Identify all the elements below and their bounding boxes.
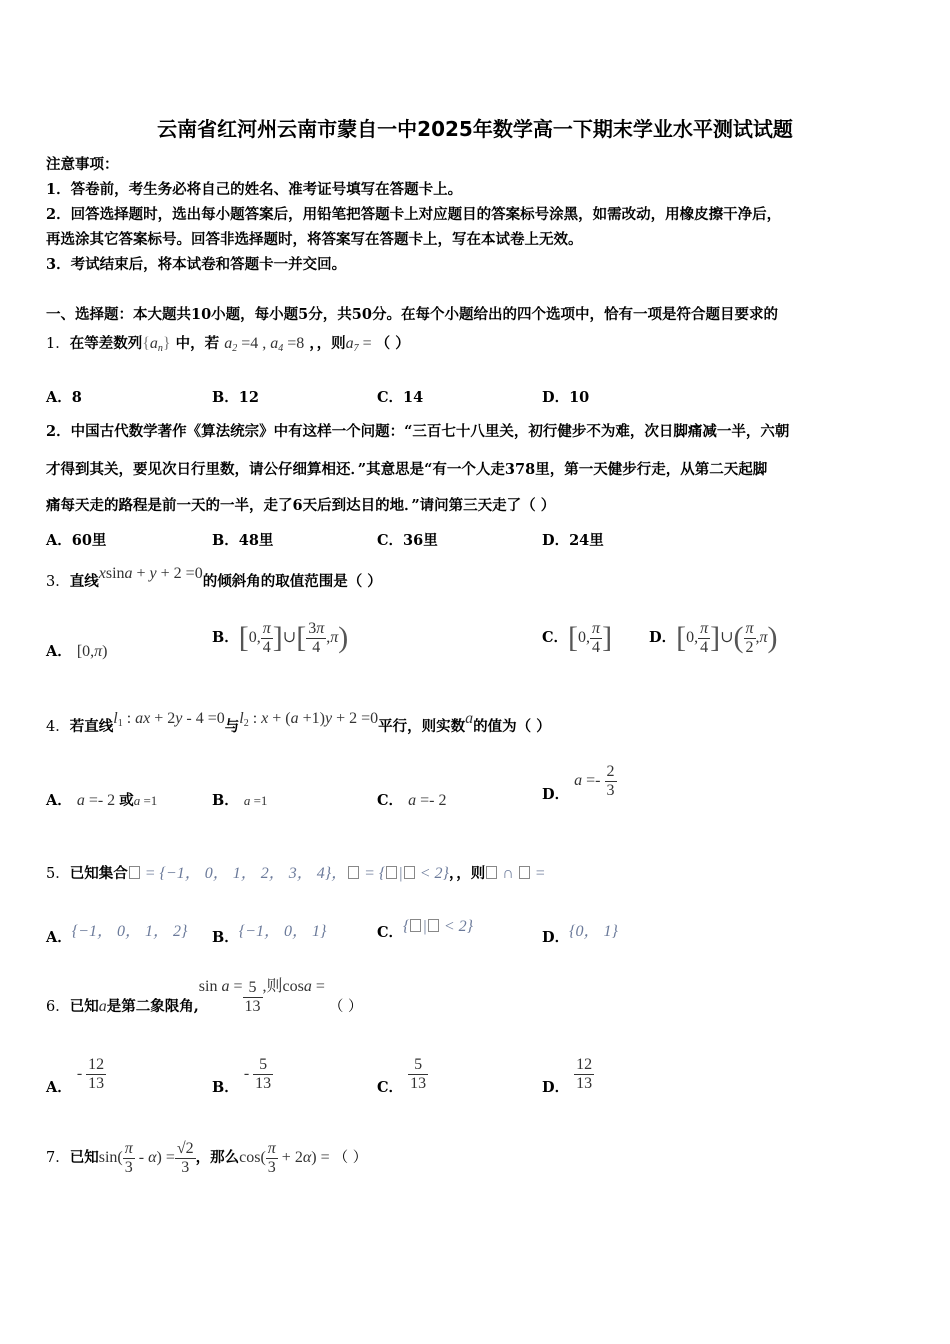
q1-option-b: B．12 <box>212 389 259 406</box>
question-1: 1．在等差数列$\{a_n\}$ 中，若 $a_2 =4$ , $a_4 =8$ ，，则$a_7$ = （ ） <box>46 335 410 354</box>
question-7: 7．已知sin( $\frac{\pi}{3}$ - α) = $\frac{√2}{3}$ ，那么cos( $\frac{\pi}{3}$ + 2α) = （ ） <box>46 1140 368 1176</box>
q6-option-d: D． $\frac{12}{13}$ <box>542 1056 593 1097</box>
notice-item-2b: 再选涂其它答案标号。回答非选择题时，将答案写在答题卡上，写在本试卷上无效。 <box>46 231 583 248</box>
question-5: 5．已知集合 = {−1， 0， 1， 2， 3， 4}， = { | < 2}，，则 ∩ = <box>46 865 546 882</box>
q3-option-c: C．[0, $\frac{\pi}{4}$ ] <box>542 620 613 656</box>
page-title: 云南省红河州云南市蒙自一中2025年数学高一下期末学业水平测试试题 <box>157 117 793 141</box>
q3-option-a: A． [0,π) <box>46 643 108 660</box>
notice-heading: 注意事项： <box>46 156 119 173</box>
q3-option-b: B．[0, $\frac{\pi}{4}$ ]∪[ $\frac{3\pi}{4}$ ,π) <box>212 620 349 656</box>
q2-option-d: D．24里 <box>542 532 604 549</box>
q5-option-a: A．{−1， 0， 1， 2} <box>46 923 188 946</box>
question-4: 4．若直线$l_1$ : ax + 2y - 4 =0与$l_2$ : x + (a +1)y + 2 =0平行，则实数a的值为（ ） <box>46 710 551 735</box>
q4-option-c: C． a =- 2 <box>377 792 447 809</box>
q1-option-d: D．10 <box>542 389 590 406</box>
q2-option-a: A．60里 <box>46 532 107 549</box>
question-2-line-1: 2．中国古代数学著作《算法统宗》中有这样一个问题：“三百七十八里关，初行健步不为难，次日脚痛减一半，六朝 <box>46 423 790 440</box>
q4-option-d: D． a =- $\frac{2}{3}$ <box>542 763 615 804</box>
q5-option-c: C．{ | < 2} <box>377 918 474 941</box>
notice-item-1: 1．答卷前，考生务必将自己的姓名、准考证号填写在答题卡上。 <box>46 181 463 198</box>
notice-item-2a: 2．回答选择题时，选出每小题答案后，用铅笔把答题卡上对应题目的答案标号涂黑，如需改动，用橡皮擦干净后， <box>46 206 782 223</box>
q1-option-a: A．8 <box>46 389 82 406</box>
section-heading: 一、选择题：本大题共10小题，每小题5分，共50分。在每个小题给出的四个选项中，恰有一项是符合题目要求的 <box>46 306 778 323</box>
q6-option-a: A． - $\frac{12}{13}$ <box>46 1056 105 1097</box>
q2-option-c: C．36里 <box>377 532 438 549</box>
question-2-line-2: 才得到其关，要见次日行里数，请公仔细算相还．”其意思是“有一个人走378里，第一天健步行走，从第二天起脚 <box>46 461 768 478</box>
q4-option-b: B． a =1 <box>212 792 268 809</box>
notice-item-3: 3．考试结束后，将本试卷和答题卡一并交回。 <box>46 256 347 273</box>
q6-option-b: B． - $\frac{5}{13}$ <box>212 1056 272 1097</box>
question-2-line-3: 痛每天走的路程是前一天的一半，走了6天后到达目的地．”请问第三天走了（ ） <box>46 497 556 514</box>
q5-option-b: B．{−1， 0， 1} <box>212 923 327 946</box>
q6-option-c: C． $\frac{5}{13}$ <box>377 1056 427 1097</box>
q3-option-d: D．[0, $\frac{\pi}{4}$ ]∪( $\frac{\pi}{2}$ ,π) <box>649 620 778 656</box>
q1-option-c: C．14 <box>377 389 424 406</box>
q2-option-b: B．48里 <box>212 532 274 549</box>
q4-option-a: A． a =- 2 或a =1 <box>46 792 158 809</box>
question-number: 1． <box>46 336 70 352</box>
question-3: 3．直线xsina + y + 2 =0的倾斜角的取值范围是（ ） <box>46 565 382 590</box>
q5-option-d: D．{0， 1} <box>542 923 618 946</box>
question-6: 6．已知a是第二象限角,sin a = $\frac{5}{13}$ ,则cosa = （ ） <box>46 978 363 1015</box>
